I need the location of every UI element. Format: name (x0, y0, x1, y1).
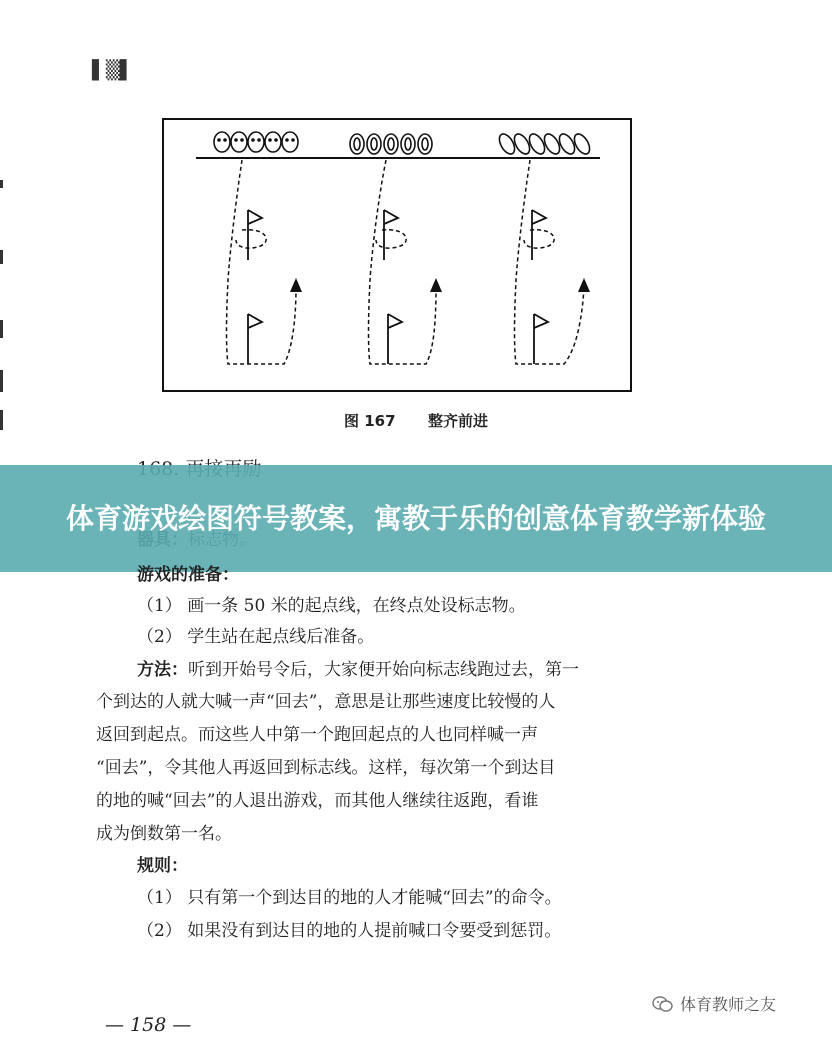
figure-diagram (162, 118, 632, 392)
student-row-3 (496, 131, 592, 156)
rules-heading: 规则： (137, 856, 188, 876)
caption-title: 整齐前进 (428, 412, 489, 430)
run-path-1 (227, 160, 297, 364)
preparation-heading: 游戏的准备： (137, 565, 239, 585)
method-line-2: 个到达的人就大喊一声“回去”，意思是让那些速度比较慢的人 (96, 692, 556, 712)
preparation-item-2: （2） 学生站在起点线后准备。 (137, 627, 375, 647)
preparation-item-1: （1） 画一条 50 米的起点线，在终点处设标志物。 (137, 596, 526, 616)
watermark (652, 992, 776, 1015)
method-line-5: 的地的喊“回去”的人退出游戏，而其他人继续往返跑，看谁 (96, 791, 539, 811)
method-text-1: 听到开始号令后，大家便开始向标志线跑过去，第一 (188, 660, 579, 680)
arrow-3 (578, 278, 590, 292)
run-path-2 (369, 160, 437, 364)
figure-drawing (164, 120, 630, 390)
title-banner (0, 465, 832, 572)
figure-caption (0, 410, 832, 431)
scan-margin-marks (0, 180, 6, 440)
arrow-1 (290, 278, 302, 292)
return-loop-3 (524, 230, 554, 248)
method-line-1 (137, 657, 579, 683)
rules-item-2: （2） 如果没有到达目的地的人提前喊口令要受到惩罚。 (137, 921, 562, 941)
wechat-icon (652, 995, 674, 1013)
caption-number: 图 167 (343, 412, 396, 430)
method-line-3: 返回到起点。而这些人中第一个跑回起点的人也同样喊一声 (96, 725, 538, 745)
method-label: 方法： (137, 660, 188, 680)
run-path-3 (515, 160, 585, 364)
banner-title: 体育游戏绘图符号教案，寓教于乐的创意体育教学新体验 (65, 501, 766, 535)
watermark-text: 体育教师之友 (680, 995, 777, 1014)
page-number: — 158 — (105, 1014, 192, 1036)
student-row-2 (350, 134, 432, 154)
header-mark: ▌▒▌ (92, 60, 134, 81)
method-line-4: “回去”，令其他人再返回到标志线。这样，每次第一个到达目 (96, 758, 556, 778)
student-row-1 (214, 132, 298, 152)
return-loop-1 (236, 230, 266, 248)
method-line-6: 成为倒数第一名。 (96, 824, 232, 844)
rules-item-1: （1） 只有第一个到达目的地的人才能喊“回去”的命令。 (137, 888, 562, 908)
return-loop-2 (376, 230, 406, 248)
arrow-2 (430, 278, 442, 292)
